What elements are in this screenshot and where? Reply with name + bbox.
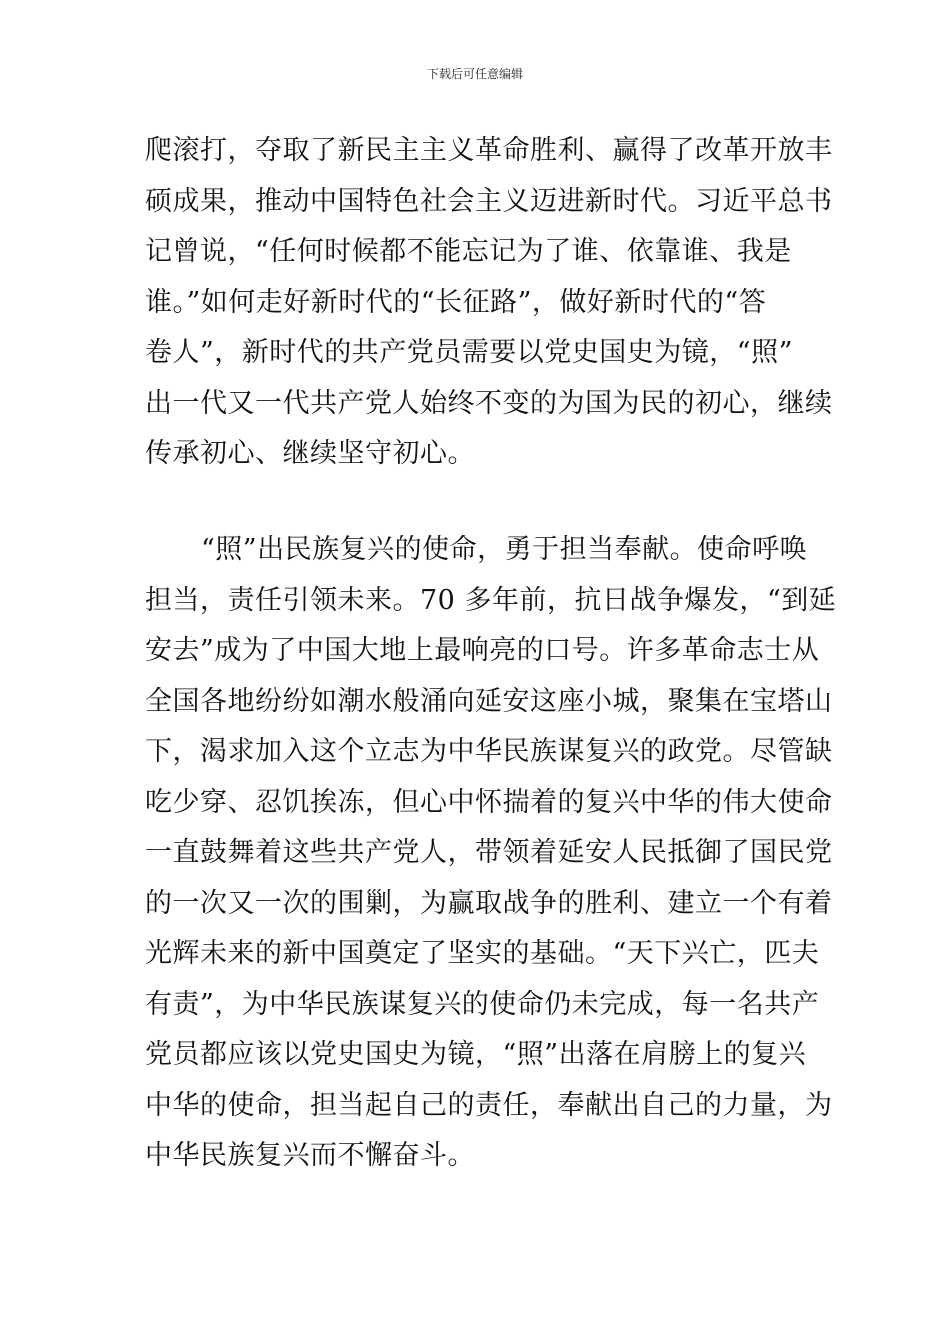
paragraph-line: 爬滚打，夺取了新民主主义革命胜利、赢得了改革开放丰	[145, 135, 833, 166]
paragraph-line: 一直鼓舞着这些共产党人，带领着延安人民抵御了国民党	[145, 837, 833, 868]
paragraph-line: 光辉未来的新中国奠定了坚实的基础。“天下兴亡，匹夫	[145, 938, 820, 969]
paragraph-line: 党员都应该以党史国史为镜，“照”出落在肩膀上的复兴	[145, 1039, 807, 1070]
paragraph-1	[145, 126, 833, 480]
paragraph-line: 的一次又一次的围剿，为赢取战争的胜利、建立一个有着	[145, 887, 833, 919]
paragraph-line: 吃少穿、忍饥挨冻，但心中怀揣着的复兴中华的伟大使命	[145, 786, 833, 818]
paragraph-line: 谁。”如何走好新时代的“长征路”，做好新时代的“答	[145, 286, 767, 318]
paragraph-line: 有责”，为中华民族谋复兴的使命仍未完成，每一名共产	[145, 988, 820, 1020]
paragraph-line: “照”出民族复兴的使命，勇于担当奉献。使命呼唤	[201, 534, 808, 565]
paragraph-line: 出一代又一代共产党人始终不变的为国为民的初心，继续	[145, 387, 833, 419]
page-header: 下载后可任意编辑	[426, 67, 523, 81]
paragraph-line: 记曾说，“任何时候都不能忘记为了谁、依靠谁、我是	[145, 236, 792, 267]
paragraph-line: 卷人”，新时代的共产党员需要以党史国史为镜，“照”	[145, 337, 793, 368]
paragraph-line: 担当，责任引领未来。70 多年前，抗日战争爆发，“到延	[145, 584, 837, 616]
paragraph-line: 中华的使命，担当起自己的责任，奉献出自己的力量，为	[145, 1089, 833, 1121]
paragraph-line: 全国各地纷纷如潮水般涌向延安这座小城，聚集在宝塔山	[145, 685, 833, 717]
paragraph-line: 传承初心、继续坚守初心。	[145, 438, 475, 469]
paragraph-line: 安去”成为了中国大地上最响亮的口号。许多革命志士从	[145, 635, 820, 666]
paragraph-2	[145, 525, 837, 1182]
paragraph-line: 中华民族复兴而不懈奋斗。	[145, 1140, 475, 1171]
paragraph-line: 下，渴求加入这个立志为中华民族谋复兴的政党。尽管缺	[145, 736, 833, 767]
paragraph-line: 硕成果，推动中国特色社会主义迈进新时代。习近平总书	[145, 185, 833, 217]
